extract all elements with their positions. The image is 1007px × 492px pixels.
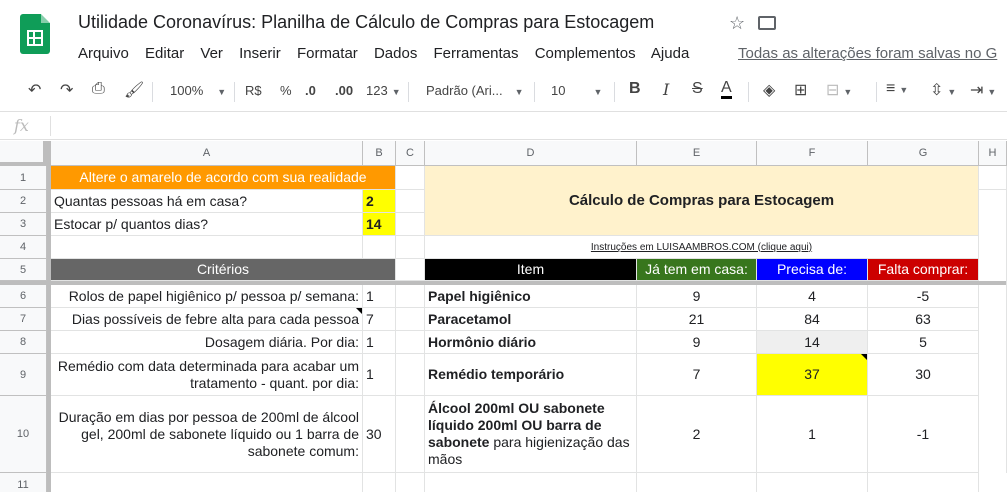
bold-button[interactable]: B [629, 80, 641, 97]
decrease-decimal-button[interactable]: .0 [305, 83, 316, 98]
criteria-label[interactable]: Remédio com data determinada para acabar um tratamento - quant. por dia: [51, 354, 363, 396]
save-status-link[interactable]: Todas as alterações foram salvas no G [738, 45, 998, 62]
cell-c7[interactable] [396, 308, 425, 331]
cell-c11[interactable] [396, 473, 425, 492]
row-header-3[interactable]: 3 [0, 213, 47, 236]
column-header-a[interactable]: A [51, 141, 363, 166]
paint-format-icon[interactable]: 🖌 [124, 82, 145, 99]
row-header-2[interactable]: 2 [0, 190, 47, 213]
strikethrough-button[interactable]: S [692, 80, 703, 97]
criteria-label[interactable]: Duração em dias por pessoa de 200ml de álcool gel, 200ml de sabonete líquido ou 1 barra de sabonete comum: [51, 396, 363, 473]
item-need[interactable]: 14 [757, 331, 868, 354]
item-need[interactable]: 4 [757, 285, 868, 308]
column-h-cells[interactable] [979, 190, 1007, 473]
toolbar [0, 72, 1007, 112]
cell-e11[interactable] [637, 473, 757, 492]
cell-b3-days-input[interactable]: 14 [363, 213, 396, 236]
cell-c10[interactable] [396, 396, 425, 473]
criteria-header[interactable]: Critérios [51, 259, 396, 281]
item-have[interactable]: 9 [637, 285, 757, 308]
cell-c5[interactable] [396, 259, 425, 281]
menu-arquivo[interactable]: Arquivo [78, 45, 129, 62]
star-icon[interactable]: ☆ [729, 13, 746, 33]
header-have[interactable]: Já tem em casa: [637, 259, 757, 281]
column-header-f[interactable]: F [757, 141, 868, 166]
item-name-rest: para higienização das mãos [428, 434, 630, 467]
merge-cells-icon[interactable]: ⊟ ▼ [826, 82, 853, 99]
cell-f11[interactable] [757, 473, 868, 492]
cell-d11[interactable] [425, 473, 637, 492]
column-header-d[interactable]: D [425, 141, 637, 166]
item-missing[interactable]: 30 [868, 354, 979, 396]
item-need[interactable]: 1 [757, 396, 868, 473]
criteria-value[interactable]: 7 [363, 308, 396, 331]
more-formats-select[interactable]: 123 ▼ [366, 83, 401, 98]
menu-dados[interactable]: Dados [373, 45, 418, 62]
cell-c6[interactable] [396, 285, 425, 308]
cell-a11[interactable] [51, 473, 363, 492]
item-have[interactable]: 7 [637, 354, 757, 396]
print-icon[interactable]: ⎙ [92, 80, 105, 97]
currency-format-button[interactable]: R$ [245, 83, 262, 98]
fill-color-icon[interactable]: ◈ [763, 82, 776, 99]
align-left-icon[interactable]: ≡ ▼ [886, 80, 909, 97]
cell-b4[interactable] [363, 236, 396, 259]
row-header-11[interactable]: 11 [0, 473, 47, 492]
criteria-label[interactable]: Dias possíveis de febre alta para cada pessoa [51, 308, 363, 331]
row-header-1[interactable]: 1 [0, 166, 47, 190]
row-header-7[interactable]: 7 [0, 308, 47, 331]
cell-h1[interactable] [979, 166, 1007, 190]
cell-a2-label[interactable]: Quantas pessoas há em casa? [51, 190, 363, 213]
header-missing[interactable]: Falta comprar: [868, 259, 979, 281]
italic-button[interactable]: I [663, 80, 670, 99]
vertical-align-icon[interactable]: ⇳ ▼ [930, 82, 957, 99]
row-header-10[interactable]: 10 [0, 396, 47, 473]
column-header-h[interactable]: H [979, 141, 1007, 166]
percent-format-button[interactable]: % [280, 83, 292, 98]
undo-icon[interactable]: ↶ [28, 82, 42, 99]
cell-a3-label[interactable]: Estocar p/ quantos dias? [51, 213, 363, 236]
menu-formatar[interactable]: Formatar [296, 45, 358, 62]
cell-c9[interactable] [396, 354, 425, 396]
document-title[interactable]: Utilidade Coronavírus: Planilha de Cálculo de Compras para Estocagem [78, 12, 655, 32]
column-header-e[interactable]: E [637, 141, 757, 166]
item-need[interactable]: 84 [757, 308, 868, 331]
row-header-9[interactable]: 9 [0, 354, 47, 396]
column-header-g[interactable]: G [868, 141, 979, 166]
cell-g11[interactable] [868, 473, 979, 492]
menu-editar[interactable]: Editar [145, 45, 185, 62]
cell-c2[interactable] [396, 190, 425, 213]
fx-icon: fx [14, 116, 29, 135]
row-header-4[interactable]: 4 [0, 236, 47, 259]
text-wrap-icon[interactable]: ⇥ ▼ [970, 82, 997, 99]
spreadsheet-grid [0, 141, 1007, 492]
criteria-label[interactable]: Rolos de papel higiênico p/ pessoa p/ semana: [51, 285, 363, 308]
item-missing[interactable]: -1 [868, 396, 979, 473]
header-item[interactable]: Item [425, 259, 637, 281]
select-all-corner[interactable] [0, 141, 47, 166]
item-have[interactable]: 21 [637, 308, 757, 331]
cell-d1-title[interactable]: Cálculo de Compras para Estocagem [425, 166, 979, 236]
text-color-button[interactable]: A [721, 80, 732, 99]
cell-b2-people-input[interactable]: 2 [363, 190, 396, 213]
formula-bar [0, 112, 1007, 140]
sheets-logo-icon[interactable] [20, 14, 50, 54]
cell-c8[interactable] [396, 331, 425, 354]
cell-c1[interactable] [396, 166, 425, 190]
column-header-c[interactable]: C [396, 141, 425, 166]
item-have[interactable]: 2 [637, 396, 757, 473]
menu-complementos[interactable]: Complementos [534, 45, 636, 62]
item-need[interactable]: 37 [757, 354, 868, 396]
menu-inserir[interactable]: Inserir [239, 45, 281, 62]
menu-ver[interactable]: Ver [200, 45, 223, 62]
redo-icon[interactable]: ↷ [60, 82, 74, 99]
font-size-select[interactable]: 10 ▼ [551, 83, 603, 98]
item-name[interactable]: Paracetamol [425, 308, 637, 331]
criteria-value[interactable]: 30 [363, 396, 396, 473]
item-missing[interactable]: -5 [868, 285, 979, 308]
move-folder-icon[interactable] [758, 16, 776, 30]
menu-ajuda[interactable]: Ajuda [650, 45, 690, 62]
item-have[interactable]: 9 [637, 331, 757, 354]
criteria-value[interactable]: 1 [363, 285, 396, 308]
item-name[interactable]: Papel higiênico [425, 285, 637, 308]
cell-b11[interactable] [363, 473, 396, 492]
title-bar [0, 0, 1007, 70]
item-name[interactable]: Remédio temporário [425, 354, 637, 396]
item-name[interactable]: Hormônio diário [425, 331, 637, 354]
cell-a4[interactable] [51, 236, 363, 259]
zoom-select[interactable]: 100% ▼ [170, 83, 227, 98]
item-missing[interactable]: 5 [868, 331, 979, 354]
menu-ferramentas[interactable]: Ferramentas [433, 45, 519, 62]
row-header-6[interactable]: 6 [0, 285, 47, 308]
criteria-label[interactable]: Dosagem diária. Por dia: [51, 331, 363, 354]
item-name[interactable] [425, 396, 637, 473]
cell-c3[interactable] [396, 213, 425, 236]
cell-c4[interactable] [396, 236, 425, 259]
criteria-value[interactable]: 1 [363, 354, 396, 396]
column-header-b[interactable]: B [363, 141, 396, 166]
cell-a1-banner[interactable]: Altere o amarelo de acordo com sua realidade [51, 166, 396, 190]
row-header-5[interactable]: 5 [0, 259, 47, 281]
item-missing[interactable]: 63 [868, 308, 979, 331]
instructions-link[interactable]: Instruções em LUISAAMBROS.COM (clique aqui) [425, 236, 979, 259]
header-need[interactable]: Precisa de: [757, 259, 868, 281]
item-name-bold: Álcool 200ml OU sabonete líquido 200ml OU barra de sabonete [428, 400, 605, 450]
criteria-value[interactable]: 1 [363, 331, 396, 354]
increase-decimal-button[interactable]: .00 [335, 83, 354, 98]
menu-bar [78, 45, 701, 62]
borders-icon[interactable]: ⊞ [794, 82, 808, 99]
row-header-8[interactable]: 8 [0, 331, 47, 354]
font-family-select[interactable]: Padrão (Ari... ▼ [426, 83, 524, 98]
